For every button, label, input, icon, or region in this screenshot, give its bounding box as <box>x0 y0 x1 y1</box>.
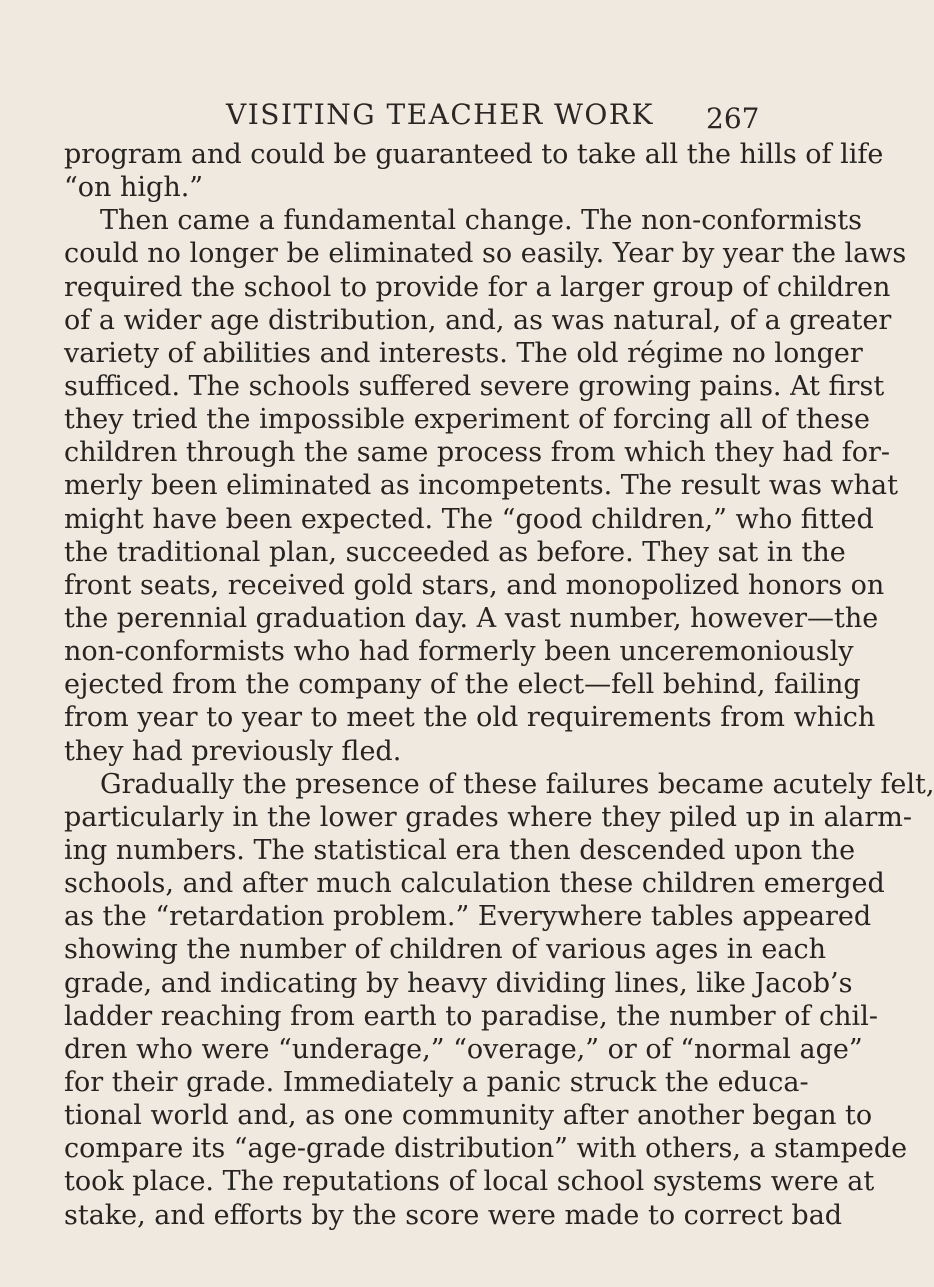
text-line: ing numbers. The statistical era then descended upon the <box>64 834 856 866</box>
text-line: showing the number of children of various ages in each <box>64 934 826 966</box>
text-line: ladder reaching from earth to paradise, the number of chil- <box>64 1000 878 1032</box>
text-line: stake, and efforts by the score were made to correct bad <box>64 1199 843 1231</box>
text-line: program and could be guaranteed to take all the hills of life <box>64 139 884 170</box>
text-line: variety of abilities and interests. The old régime no longer <box>64 337 863 369</box>
paragraph-start-line: Then came a fundamental change. The non-conformists <box>100 205 862 237</box>
running-head <box>0 98 800 138</box>
text-line: tional world and, as one community after another began to <box>64 1100 873 1132</box>
text-line: the traditional plan, succeeded as before. They sat in the <box>64 536 846 568</box>
text-line: merly been eliminated as incompetents. The result was what <box>64 470 898 502</box>
text-line: they tried the impossible experiment of forcing all of these <box>64 404 870 436</box>
text-line: they had previously fled. <box>64 735 402 767</box>
running-title: VISITING TEACHER WORK <box>226 98 654 131</box>
text-line: children through the same process from which they had for- <box>64 437 890 469</box>
text-line: particularly in the lower grades where they piled up in alarm- <box>64 801 912 833</box>
text-line: for their grade. Immediately a panic struck the educa- <box>64 1066 809 1098</box>
text-line: compare its “age-grade distribution” with others, a stampede <box>64 1133 908 1165</box>
text-line: schools, and after much calculation these children emerged <box>64 868 885 900</box>
text-line: sufficed. The schools suffered severe growing pains. At first <box>64 370 885 402</box>
text-line: took place. The reputations of local school systems were at <box>64 1166 875 1198</box>
text-line: from year to year to meet the old requirements from which <box>64 702 876 734</box>
text-line: might have been expected. The “good children,” who fitted <box>64 503 874 535</box>
text-line: required the school to provide for a larger group of children <box>64 271 891 303</box>
text-line: “on high.” <box>64 172 204 204</box>
text-line: of a wider age distribution, and, as was natural, of a greater <box>64 304 892 336</box>
text-line: as the “retardation problem.” Everywhere tables appeared <box>64 901 872 933</box>
text-line: the perennial graduation day. A vast number, however—the <box>64 602 879 634</box>
text-line: grade, and indicating by heavy dividing lines, like Jacob’s <box>64 967 853 999</box>
text-line: front seats, received gold stars, and monopolized honors on <box>64 569 885 601</box>
text-line: could no longer be eliminated so easily. Year by year the laws <box>64 238 907 270</box>
text-line: ejected from the company of the elect—fell behind, failing <box>64 669 861 701</box>
page-number: 267 <box>706 102 760 135</box>
text-line: non-conformists who had formerly been unceremoniously <box>64 636 854 668</box>
text-line: dren who were “underage,” “overage,” or of “normal age” <box>64 1033 863 1065</box>
body-text <box>64 138 934 1232</box>
paragraph-start-line: Gradually the presence of these failures became acutely felt, <box>100 768 934 800</box>
